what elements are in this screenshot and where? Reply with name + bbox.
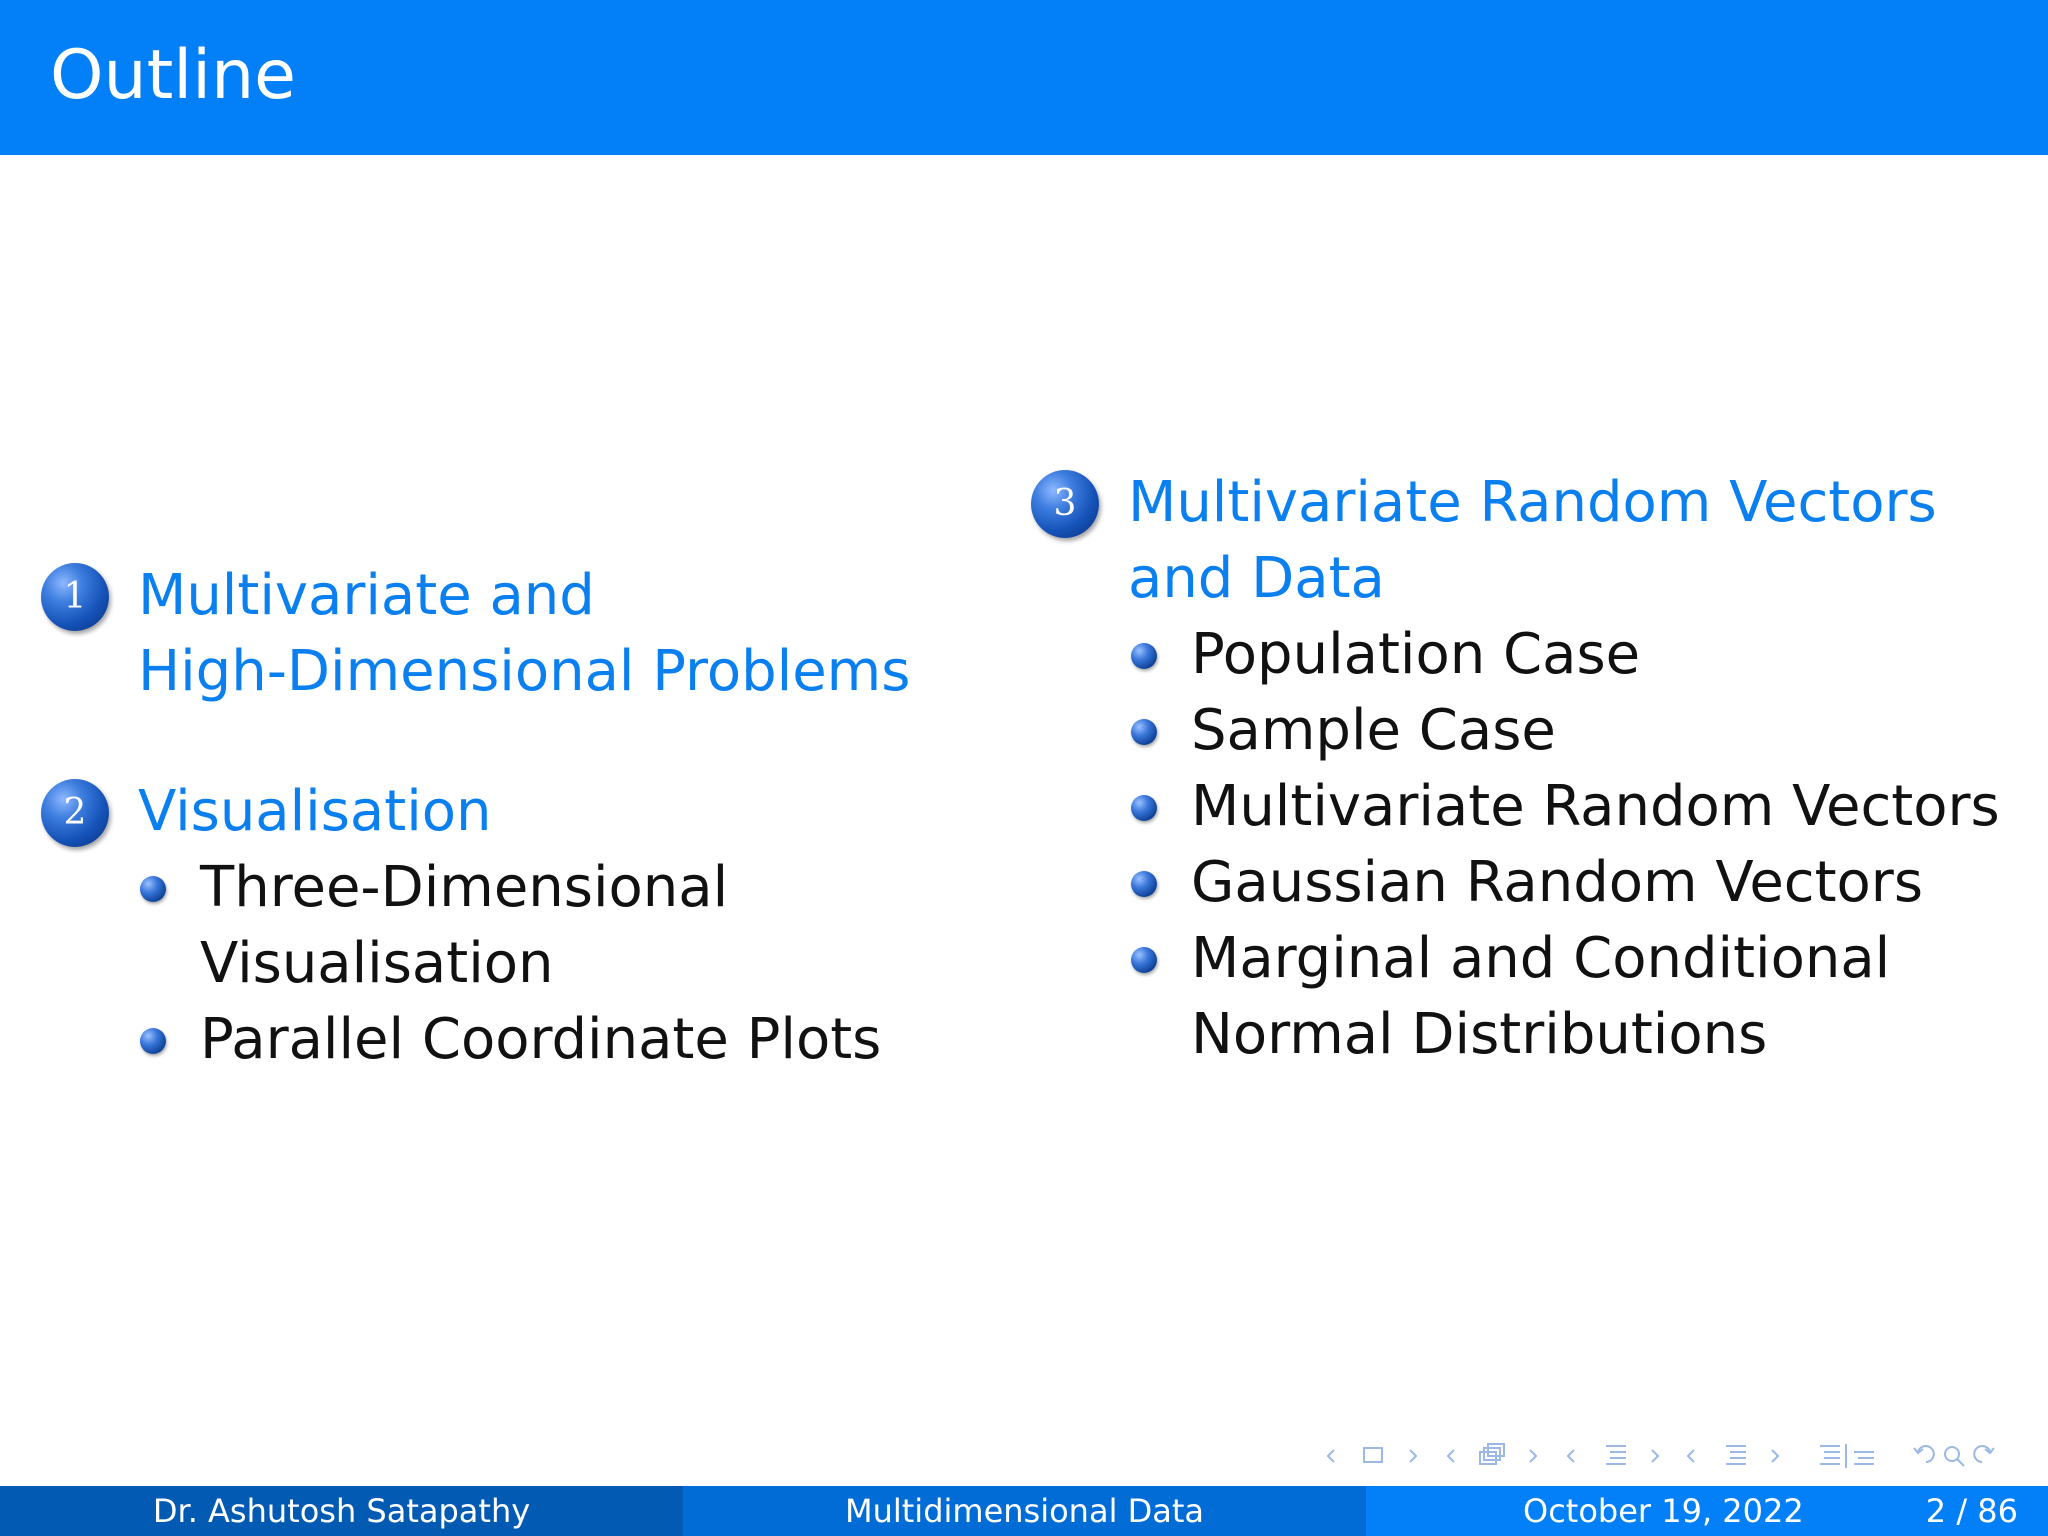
- subsection-icon: [1480, 1444, 1504, 1464]
- section-title-line[interactable]: Visualisation: [138, 779, 492, 844]
- appendix-icon: [1820, 1444, 1846, 1468]
- bullet-icon: [1131, 947, 1157, 973]
- slide-footer: [0, 1486, 2048, 1536]
- footer-author-cell: [0, 1486, 683, 1536]
- subsection-label: Population Case: [1191, 622, 1641, 687]
- search-icon: [1945, 1447, 1964, 1466]
- section-title-line[interactable]: and Data: [1128, 546, 1385, 611]
- subsection-item[interactable]: [1131, 769, 2000, 845]
- subsection-item[interactable]: [140, 850, 881, 1002]
- bullet-icon: [1131, 719, 1157, 745]
- presentation-icon: [1726, 1446, 1746, 1464]
- subsection-label: Sample Case: [1191, 698, 1556, 763]
- slide-title: Outline: [50, 36, 297, 115]
- section-icon: [1606, 1446, 1626, 1464]
- section-title-line[interactable]: Multivariate Random Vectors: [1128, 470, 1937, 535]
- nav-next-icon: [1652, 1450, 1658, 1462]
- navigation-symbols-svg: [1326, 1440, 2016, 1472]
- subsection-label: Three-Dimensional: [200, 855, 729, 920]
- page-counter: 2 / 86: [1925, 1492, 2018, 1530]
- section-number-badge: 3: [1031, 470, 1099, 538]
- slide-title-bar: [0, 0, 2048, 155]
- subsection-label: Visualisation: [200, 931, 554, 996]
- nav-prev-icon: [1328, 1450, 1334, 1462]
- section-number-badge: 2: [41, 779, 109, 847]
- subsection-item[interactable]: [1131, 845, 2000, 921]
- footer-title: Multidimensional Data: [844, 1492, 1205, 1530]
- footer-date: October 19, 2022: [1523, 1492, 1804, 1530]
- bullet-icon: [1131, 795, 1157, 821]
- nav-next-icon: [1530, 1450, 1536, 1462]
- frame-icon: [1364, 1448, 1382, 1462]
- nav-prev-icon: [1568, 1450, 1574, 1462]
- subsection-item[interactable]: [1131, 921, 2000, 1073]
- subsection-item[interactable]: [1131, 617, 2000, 693]
- footer-author: Dr. Ashutosh Satapathy: [152, 1492, 531, 1530]
- nav-next-icon: [1410, 1450, 1416, 1462]
- footer-date-cell: [1366, 1486, 2048, 1536]
- footer-title-cell: [683, 1486, 1366, 1536]
- bullet-icon: [140, 876, 166, 902]
- subsection-item[interactable]: [140, 1002, 881, 1078]
- nav-next-icon: [1772, 1450, 1778, 1462]
- nav-prev-icon: [1688, 1450, 1694, 1462]
- section-number-badge: 1: [41, 563, 109, 631]
- section-title-line[interactable]: High-Dimensional Problems: [138, 639, 911, 704]
- nav-prev-icon: [1448, 1450, 1454, 1462]
- subsection-label: Normal Distributions: [1191, 1002, 1768, 1067]
- section-title-line[interactable]: Multivariate and: [138, 563, 595, 628]
- subsection-list: [140, 850, 881, 1078]
- subsection-label: Marginal and Conditional: [1191, 926, 1891, 991]
- subsection-label: Multivariate Random Vectors: [1191, 774, 2000, 839]
- subsection-list: [1131, 617, 2000, 1073]
- bullet-icon: [1131, 871, 1157, 897]
- forward-icon: [1974, 1446, 1994, 1462]
- back-icon: [1914, 1446, 1934, 1462]
- toc-icon: [1854, 1452, 1874, 1464]
- subsection-item[interactable]: [1131, 693, 2000, 769]
- bullet-icon: [140, 1028, 166, 1054]
- navigation-symbols: [1326, 1440, 2016, 1472]
- subsection-label: Parallel Coordinate Plots: [200, 1007, 882, 1072]
- bullet-icon: [1131, 643, 1157, 669]
- subsection-label: Gaussian Random Vectors: [1191, 850, 1923, 915]
